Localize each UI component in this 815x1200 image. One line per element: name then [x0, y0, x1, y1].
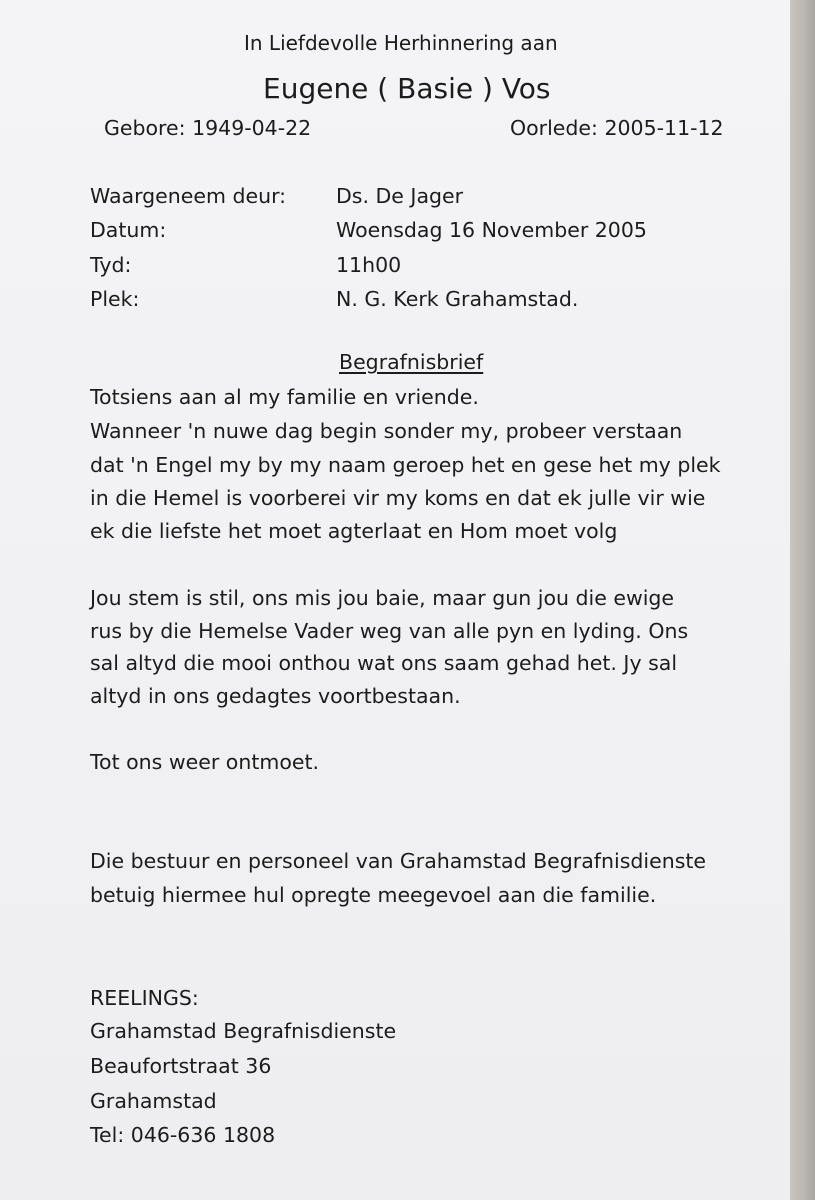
letter-line: Totsiens aan al my familie en vriende. [90, 385, 479, 409]
letter-line: in die Hemel is voorberei vir my koms en dat ek julle vir wie [90, 486, 706, 510]
memorial-heading: In Liefdevolle Herhinnering aan [244, 31, 558, 55]
officiant-label: Waargeneem deur: [90, 184, 287, 208]
funeral-home-street: Beaufortstraat 36 [90, 1054, 272, 1078]
funeral-home-phone: Tel: 046-636 1808 [90, 1123, 276, 1147]
letter-heading: Begrafnisbrief [339, 350, 484, 374]
letter-closing: Tot ons weer ontmoet. [90, 750, 320, 774]
death-date: Oorlede: 2005-11-12 [510, 116, 724, 140]
letter-line: sal altyd die mooi onthou wat ons saam gehad het. Jy sal [90, 651, 678, 675]
letter-line: altyd in ons gedagtes voortbestaan. [90, 684, 461, 708]
condolence-line: Die bestuur en personeel van Grahamstad Begrafnisdienste [90, 849, 707, 873]
letter-line: Wanneer 'n nuwe dag begin sonder my, probeer verstaan [90, 419, 683, 443]
birth-date: Gebore: 1949-04-22 [104, 116, 312, 140]
place-label: Plek: [90, 287, 140, 311]
officiant-value: Ds. De Jager [336, 184, 464, 208]
deceased-name: Eugene ( Basie ) Vos [263, 72, 551, 105]
time-label: Tyd: [90, 253, 132, 277]
funeral-home-town: Grahamstad [90, 1089, 217, 1113]
letter-line: rus by die Hemelse Vader weg van alle pyn en lyding. Ons [90, 619, 689, 643]
letter-line: ek die liefste het moet agterlaat en Hom moet volg [90, 519, 618, 543]
date-label: Datum: [90, 218, 167, 242]
condolence-line: betuig hiermee hul opregte meegevoel aan die familie. [90, 883, 657, 907]
arrangements-heading: REELINGS: [90, 986, 199, 1010]
place-value: N. G. Kerk Grahamstad. [336, 287, 579, 311]
time-value: 11h00 [336, 253, 402, 277]
funeral-home-name: Grahamstad Begrafnisdienste [90, 1019, 397, 1043]
letter-line: dat 'n Engel my by my naam geroep het en gese het my plek [90, 453, 721, 477]
date-value: Woensdag 16 November 2005 [336, 218, 647, 242]
card-edge [790, 0, 815, 1200]
letter-line: Jou stem is stil, ons mis jou baie, maar gun jou die ewige [90, 586, 675, 610]
